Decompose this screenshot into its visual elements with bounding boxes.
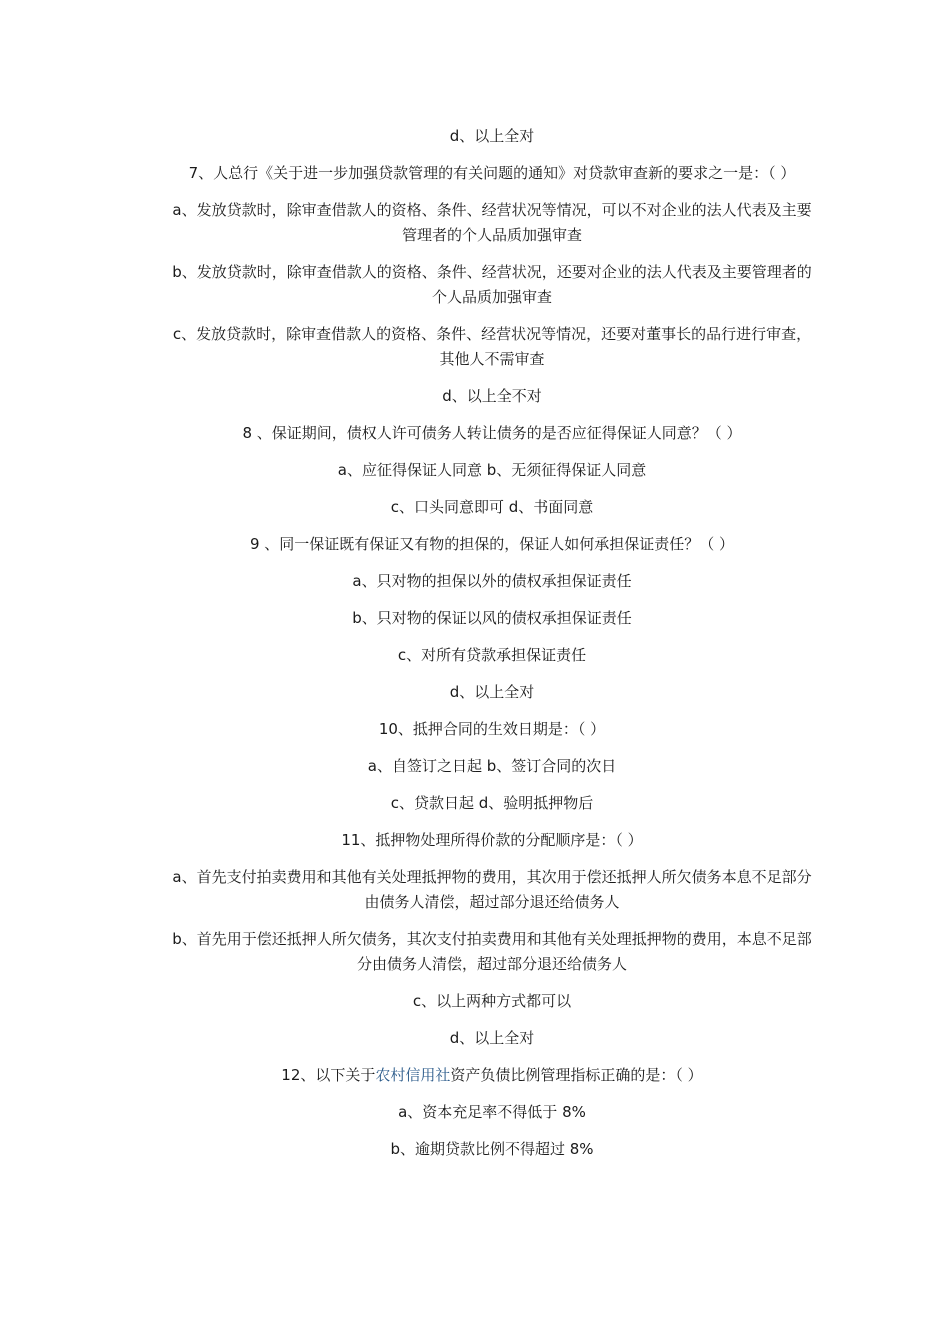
question-11: 11、抵押物处理所得价款的分配顺序是：（ ） <box>341 831 643 849</box>
option-c-q7: c、发放贷款时，除审查借款人的资格、条件、经营状况等情况，还要对董事长的品行进行审查，其他人不需审查 <box>172 325 812 368</box>
question-8: 8 、保证期间，债权人许可债务人转让债务的是否应征得保证人同意？（ ） <box>242 424 742 442</box>
options-ab-q8: a、应征得保证人同意 b、无须征得保证人同意 <box>337 461 647 479</box>
question-7: 7、人总行《关于进一步加强贷款管理的有关问题的通知》对贷款审查新的要求之一是：（ ） <box>188 164 796 182</box>
options-cd-q8: c、口头同意即可 d、书面同意 <box>390 498 594 516</box>
option-a-q11: a、首先支付拍卖费用和其他有关处理抵押物的费用，其次用于偿还抵押人所欠债务本息不足部分由债务人清偿，超过部分退还给债务人 <box>172 868 812 911</box>
option-a-q12: a、资本充足率不得低于 8% <box>398 1103 586 1121</box>
option-a-q9: a、只对物的担保以外的债权承担保证责任 <box>352 572 632 590</box>
option-a-q7: a、发放贷款时，除审查借款人的资格、条件、经营状况等情况，可以不对企业的法人代表及主要管理者的个人品质加强审查 <box>172 201 812 244</box>
question-12-suffix: 资产负债比例管理指标正确的是：（ ） <box>450 1066 703 1084</box>
document-content <box>172 124 812 1174</box>
option-b-q12: b、逾期贷款比例不得超过 8% <box>390 1140 594 1158</box>
option-c-q11: c、以上两种方式都可以 <box>412 992 572 1010</box>
option-b-q9: b、只对物的保证以风的债权承担保证责任 <box>352 609 632 627</box>
option-d-q11: d、以上全对 <box>449 1029 535 1047</box>
options-ab-q10: a、自签订之日起 b、签订合同的次日 <box>367 757 617 775</box>
question-12-prefix: 12、以下关于 <box>281 1066 376 1084</box>
option-d-q9: d、以上全对 <box>449 683 535 701</box>
option-b-q7: b、发放贷款时，除审查借款人的资格、条件、经营状况，还要对企业的法人代表及主要管理者的个人品质加强审查 <box>172 263 812 306</box>
question-10: 10、抵押合同的生效日期是：（ ） <box>378 720 606 738</box>
option-d-q7: d、以上全不对 <box>442 387 542 405</box>
question-9: 9 、同一保证既有保证又有物的担保的，保证人如何承担保证责任？（ ） <box>249 535 735 553</box>
option-c-q9: c、对所有贷款承担保证责任 <box>397 646 587 664</box>
question-12 <box>172 1063 812 1088</box>
option-b-q11: b、首先用于偿还抵押人所欠债务，其次支付拍卖费用和其他有关处理抵押物的费用，本息不足部分由债务人清偿，超过部分退还给债务人 <box>172 930 812 973</box>
option-d-q6: d、以上全对 <box>449 127 535 145</box>
options-cd-q10: c、贷款日起 d、验明抵押物后 <box>390 794 594 812</box>
rural-credit-cooperative-link[interactable]: 农村信用社 <box>375 1066 451 1084</box>
